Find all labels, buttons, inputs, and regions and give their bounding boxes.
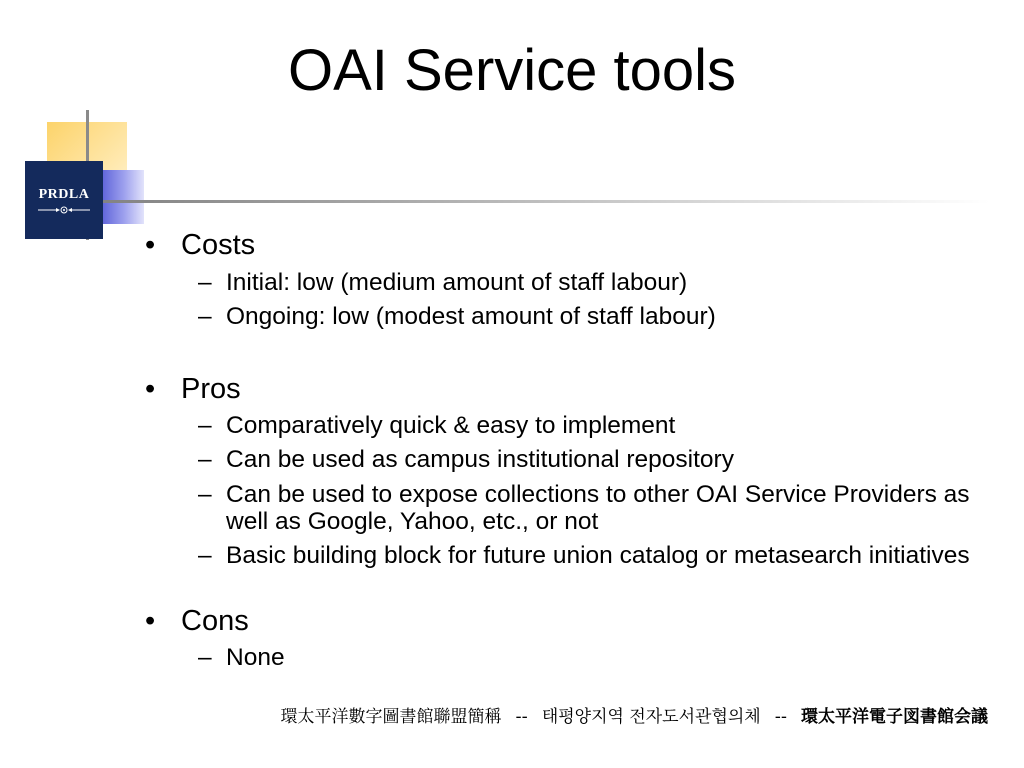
- sub-bullet: [198, 412, 988, 439]
- sub-bullet: [198, 303, 988, 330]
- sub-bullet-text: None: [226, 644, 285, 671]
- footer-separator: --: [774, 707, 787, 727]
- sub-bullet-text: Ongoing: low (modest amount of staff labour): [226, 303, 716, 330]
- footer-japanese: 環太平洋電子図書館会議: [801, 707, 988, 727]
- dash-marker: –: [198, 481, 212, 508]
- dash-marker: –: [198, 269, 212, 296]
- bullet-costs: [145, 229, 255, 261]
- sub-bullet: [198, 481, 988, 535]
- bullet-pros: [145, 373, 241, 405]
- sub-bullet-text: Basic building block for future union catalog or metasearch initiatives: [226, 542, 970, 569]
- sub-bullet: [198, 542, 988, 569]
- sub-bullet-text: Comparatively quick & easy to implement: [226, 412, 676, 439]
- footer-chinese: 環太平洋數字圖書館聯盟簡稱: [280, 707, 502, 727]
- dash-marker: –: [198, 644, 212, 671]
- sub-bullet: [198, 269, 988, 296]
- bullet-label: Costs: [181, 229, 256, 261]
- sub-bullet: [198, 644, 988, 671]
- slide-footer: [0, 706, 988, 728]
- dash-marker: –: [198, 412, 212, 439]
- dash-marker: –: [198, 446, 212, 473]
- sub-bullet-text: Can be used as campus institutional repository: [226, 446, 734, 473]
- sub-bullet: [198, 446, 988, 473]
- bullet-label: Cons: [181, 605, 249, 637]
- logo-text: PRDLA: [38, 187, 90, 202]
- sub-bullet-text: Initial: low (medium amount of staff labour): [226, 269, 688, 296]
- footer-separator: --: [515, 707, 528, 727]
- slide-title: OAI Service tools: [287, 38, 737, 103]
- bullet-cons: [145, 605, 249, 637]
- bullet-marker: •: [145, 605, 156, 637]
- sub-bullet-text: Can be used to expose collections to other OAI Service Providers as well as Google, Yahoo, etc., or not: [226, 481, 970, 535]
- bullet-marker: •: [145, 229, 156, 261]
- dash-marker: –: [198, 303, 212, 330]
- dash-marker: –: [198, 542, 212, 569]
- bullet-label: Pros: [181, 373, 241, 405]
- footer-korean: 태평양지역 전자도서관협의체: [541, 707, 761, 727]
- bullet-marker: •: [145, 373, 156, 405]
